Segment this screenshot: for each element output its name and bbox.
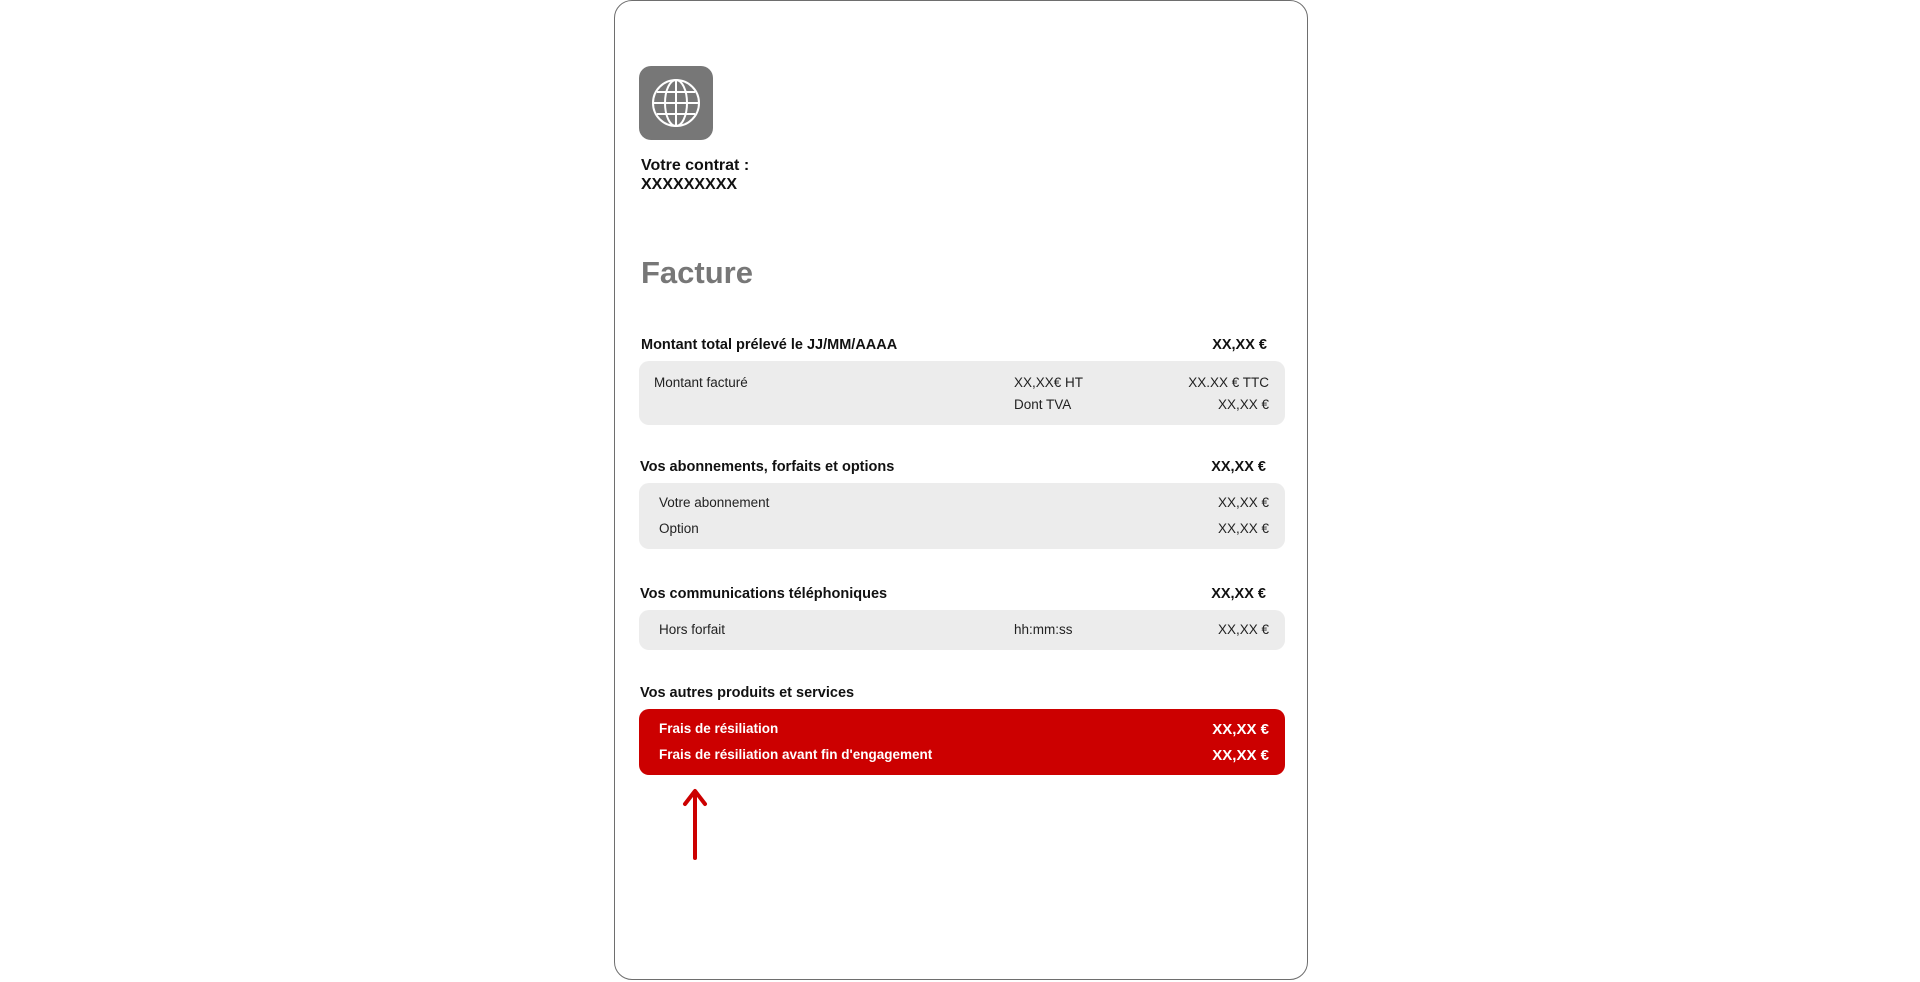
row-label: Votre abonnement: [659, 495, 770, 510]
total-amount: XX,XX €: [1212, 337, 1267, 353]
list-item: [639, 521, 1285, 539]
total-details: [639, 361, 1285, 425]
row-amount: XX,XX €: [1217, 495, 1269, 510]
row-label: Option: [659, 521, 699, 536]
row-label: Frais de résiliation: [659, 721, 779, 736]
list-item: [639, 747, 1285, 765]
row-label: Hors forfait: [659, 622, 726, 637]
list-item: [639, 622, 1285, 640]
subscriptions-amount: XX,XX €: [1211, 459, 1266, 475]
list-item: [639, 721, 1285, 739]
contract-info: [641, 156, 749, 194]
row-label: Montant facturé: [654, 375, 748, 390]
other-header: [640, 685, 1282, 701]
total-header: [641, 337, 1283, 353]
row-amount: XX,XX €: [1217, 622, 1269, 637]
row-amount: XX,XX €: [1212, 747, 1269, 764]
row-mid: hh:mm:ss: [1014, 622, 1073, 637]
row-amount: XX.XX € TTC: [1188, 375, 1269, 390]
row-amount: XX,XX €: [1217, 521, 1269, 536]
subscriptions-label: Vos abonnements, forfaits et options: [640, 459, 895, 475]
termination-fees-highlight: [639, 709, 1285, 775]
globe-icon: [650, 77, 702, 129]
other-label: Vos autres produits et services: [640, 685, 855, 701]
invoice-card: [614, 0, 1308, 980]
communications-amount: XX,XX €: [1211, 586, 1266, 602]
row-mid: Dont TVA: [1014, 397, 1072, 412]
contract-number: XXXXXXXXX: [641, 176, 738, 193]
total-label: Montant total prélevé le JJ/MM/AAAA: [641, 337, 898, 353]
row-amount: XX,XX €: [1212, 721, 1269, 738]
communications-details: [639, 610, 1285, 650]
page-title: Facture: [641, 255, 753, 290]
communications-label: Vos communications téléphoniques: [640, 586, 888, 602]
list-item: [639, 375, 1285, 393]
row-label: Frais de résiliation avant fin d'engagement: [659, 747, 933, 762]
row-mid: XX,XX€ HT: [1014, 375, 1084, 390]
list-item: [639, 495, 1285, 513]
contract-label: Votre contrat :: [641, 157, 750, 174]
subscriptions-header: [640, 459, 1282, 475]
list-item: [639, 397, 1285, 415]
row-amount: XX,XX €: [1217, 397, 1269, 412]
brand-logo: [639, 66, 713, 140]
arrow-up-icon: [680, 786, 710, 860]
subscriptions-details: [639, 483, 1285, 549]
communications-header: [640, 586, 1282, 602]
